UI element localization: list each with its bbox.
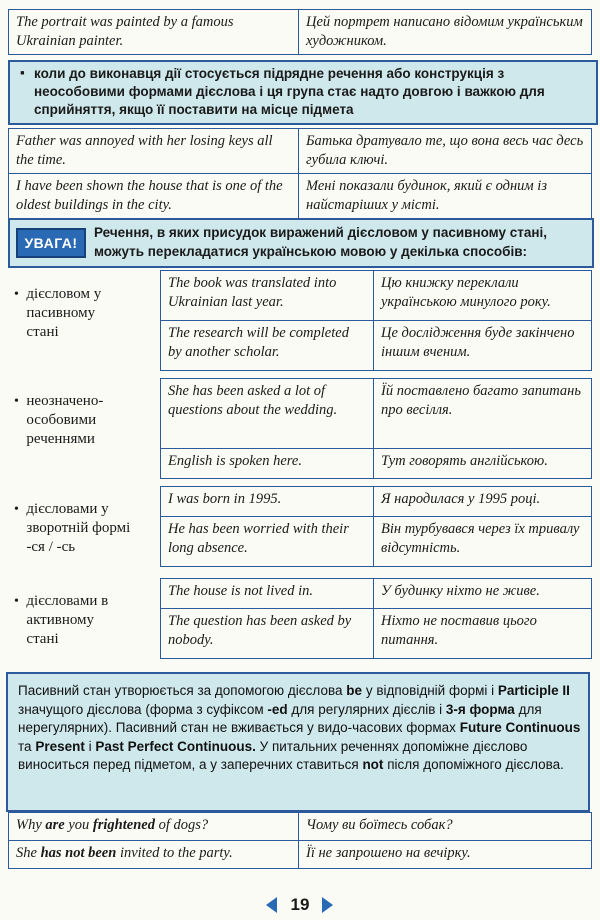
examples-table-indefinite [160, 378, 592, 479]
ukrainian-cell: Батька дратувало те, що вона весь час десь губила ключі. [299, 129, 592, 174]
final-examples-table [8, 812, 592, 869]
english-cell: The portrait was painted by a famous Ukrainian painter. [9, 10, 299, 55]
bullet-icon: ▪ [20, 65, 25, 80]
rule-note [8, 60, 598, 125]
english-cell: Why are you frightened of dogs? [9, 813, 299, 841]
table-row [161, 609, 592, 659]
table-row [9, 841, 592, 869]
ukrainian-cell: Їй поставлено багато запитань про весілля. [374, 379, 592, 449]
table-row [161, 271, 592, 321]
english-cell: She has not been invited to the party. [9, 841, 299, 869]
page-number-nav [262, 894, 338, 916]
english-cell: The research will be completed by another scholar. [161, 321, 374, 371]
english-cell: The book was translated into Ukrainian last year. [161, 271, 374, 321]
examples-table-active [160, 578, 592, 659]
table-row [9, 813, 592, 841]
table-row [161, 517, 592, 567]
table-row [161, 379, 592, 449]
rule-examples-table [8, 128, 592, 219]
english-cell: The house is not lived in. [161, 579, 374, 609]
group-label: • дієсловом у пасивному стані [14, 286, 102, 340]
table-row [161, 487, 592, 517]
ukrainian-cell: Тут говорять англійською. [374, 449, 592, 479]
ukrainian-cell: Чому ви боїтесь собак? [299, 813, 592, 841]
summary-text: Пасивний стан утворюється за допомогою дієслова be у відповідній формі і Participle II значущого дієслова (форма з суфіксом -ed для регулярних дієслів і 3-я форма для нерегулярних). Пасивний стан не вживається у видо-часових формах Future Continuous та Present і Past Perfect Continuous. У питальних реченнях допоміжне дієслово виноситься перед підметом, а у заперечних ставиться not після допоміжного дієслова. [18, 683, 581, 772]
english-cell: I was born in 1995. [161, 487, 374, 517]
ukrainian-cell: Я народилася у 1995 році. [374, 487, 592, 517]
ukrainian-cell: Він турбувався через їх тривалу відсутність. [374, 517, 592, 567]
table-row [161, 321, 592, 371]
summary-note [6, 672, 590, 812]
ukrainian-cell: У будинку ніхто не живе. [374, 579, 592, 609]
ukrainian-cell: Цей портрет написано відомим українським художником. [299, 10, 592, 55]
table-row [9, 174, 592, 219]
english-cell: English is spoken here. [161, 449, 374, 479]
attention-note [8, 218, 594, 268]
english-cell: Father was annoyed with her losing keys all the time. [9, 129, 299, 174]
examples-table-reflexive [160, 486, 592, 567]
examples-table-passive [160, 270, 592, 371]
english-cell: She has been asked a lot of questions about the wedding. [161, 379, 374, 449]
attention-text: Речення, в яких присудок виражений дієсловом у пасивному стані, можуть перекладатися українською мовою у декілька способів: [94, 225, 548, 259]
group-label: • неозначено-особовими реченнями [14, 393, 104, 447]
ukrainian-cell: Це дослідження буде закінчено іншим вченим. [374, 321, 592, 371]
page-number: 19 [290, 895, 310, 914]
english-cell: He has been worried with their long absence. [161, 517, 374, 567]
ukrainian-cell: Цю книжку переклали українською минулого року. [374, 271, 592, 321]
table-row [9, 10, 592, 55]
english-cell: The question has been asked by nobody. [161, 609, 374, 659]
ukrainian-cell: Її не запрошено на вечірку. [299, 841, 592, 869]
arrow-right-icon [322, 897, 333, 913]
table-row [161, 449, 592, 479]
ukrainian-cell: Ніхто не поставив цього питання. [374, 609, 592, 659]
top-example-table [8, 9, 592, 55]
group-label: • дієсловами в активному стані [14, 593, 109, 647]
arrow-left-icon [266, 897, 277, 913]
table-row [9, 129, 592, 174]
ukrainian-cell: Мені показали будинок, який є одним із найстаріших у місті. [299, 174, 592, 219]
table-row [161, 579, 592, 609]
rule-note-text: коли до виконавця дії стосується підрядне речення або конструкція з неособовими формами дієслова і ця група стає надто довгою і важкою для сприйняття, якщо її поставити на місце підмета [34, 66, 545, 117]
group-label: • дієсловами у зворотній формі -ся / -сь [14, 501, 131, 555]
english-cell: I have been shown the house that is one of the oldest buildings in the city. [9, 174, 299, 219]
attention-badge: УВАГА! [16, 228, 86, 258]
